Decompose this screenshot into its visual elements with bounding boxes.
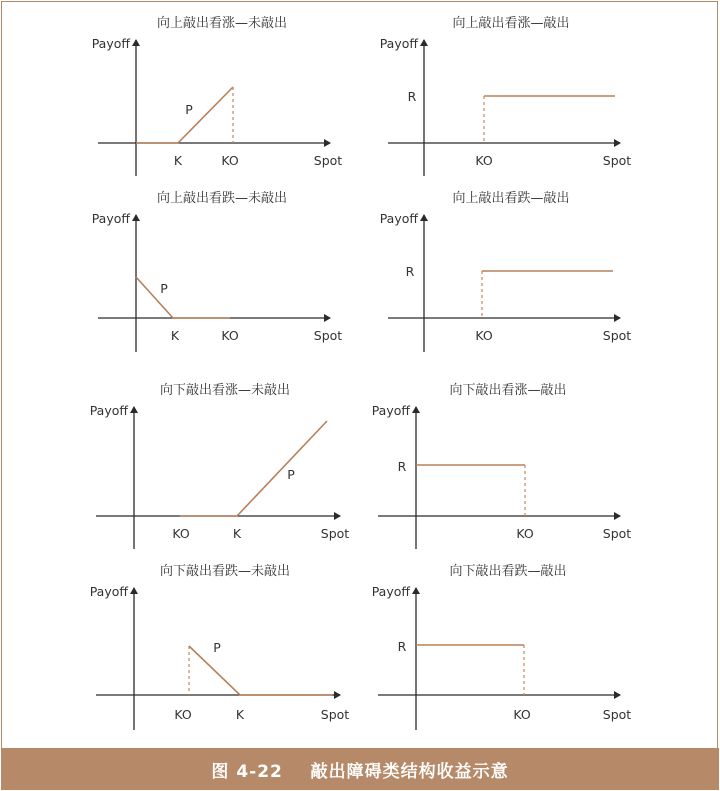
x-axis-label: Spot: [602, 328, 632, 343]
y-axis-label: Payoff: [379, 211, 418, 226]
payoff-line: [189, 646, 332, 695]
tick-label-k: K: [170, 328, 180, 343]
figure-number: 图 4-22: [211, 761, 283, 782]
tick-label-k: K: [173, 153, 183, 168]
point-label: P: [160, 281, 168, 296]
tick-label-ko: KO: [174, 707, 192, 722]
y-axis-label: Payoff: [379, 36, 418, 51]
y-axis-label: Payoff: [371, 584, 410, 599]
x-axis-label: Spot: [320, 526, 350, 541]
rebate-label: R: [397, 459, 407, 474]
payoff-line: [180, 421, 327, 516]
rebate-label: R: [405, 264, 415, 279]
tick-label-ko: KO: [221, 153, 239, 168]
payoff-line: [136, 277, 230, 318]
caption-spacer: [283, 759, 311, 779]
panel-down-out-call-not-knocked: [90, 382, 350, 549]
rebate-label: R: [397, 639, 407, 654]
x-axis-label: Spot: [320, 707, 350, 722]
x-axis-label: Spot: [313, 328, 343, 343]
figure-caption-text: 敲出障碍类结构收益示意: [310, 761, 509, 782]
panel-title: 向下敲出看跌—未敲出: [159, 564, 291, 579]
panel-down-out-put-not-knocked: [90, 563, 350, 730]
panel-title: 向下敲出看涨—敲出: [449, 383, 567, 398]
panel-title: 向上敲出看跌—未敲出: [156, 191, 288, 206]
panel-title: 向下敲出看跌—敲出: [449, 564, 567, 579]
x-axis-label: Spot: [313, 153, 343, 168]
tick-label-ko: KO: [475, 153, 493, 168]
y-axis-label: Payoff: [89, 403, 128, 418]
tick-label-k: K: [232, 526, 242, 541]
rebate-label: R: [407, 89, 417, 104]
panel-up-out-call-not-knocked: [92, 15, 343, 176]
tick-label-ko: KO: [513, 707, 531, 722]
x-axis-label: Spot: [602, 707, 632, 722]
x-axis-label: Spot: [602, 526, 632, 541]
panel-title: 向下敲出看涨—未敲出: [159, 383, 291, 398]
y-axis-label: Payoff: [91, 211, 130, 226]
panel-down-out-put-knocked: [372, 563, 632, 730]
y-axis-label: Payoff: [371, 403, 410, 418]
figure-caption-bar: [1, 748, 719, 790]
point-label: P: [287, 467, 295, 482]
panel-title: 向上敲出看跌—敲出: [452, 191, 570, 206]
y-axis-label: Payoff: [91, 36, 130, 51]
panel-title: 向上敲出看涨—敲出: [452, 16, 570, 31]
point-label: P: [213, 640, 221, 655]
tick-label-ko: KO: [221, 328, 239, 343]
tick-label-ko: KO: [172, 526, 190, 541]
y-axis-label: Payoff: [89, 584, 128, 599]
tick-label-k: K: [235, 707, 245, 722]
panel-up-out-put-not-knocked: [92, 190, 343, 352]
point-label: P: [185, 102, 193, 117]
tick-label-ko: KO: [516, 526, 534, 541]
tick-label-ko: KO: [475, 328, 493, 343]
panel-up-out-call-knocked: [380, 15, 632, 176]
panel-title: 向上敲出看涨—未敲出: [156, 16, 288, 31]
x-axis-label: Spot: [602, 153, 632, 168]
panel-up-out-put-knocked: [380, 190, 632, 352]
panel-down-out-call-knocked: [372, 382, 632, 549]
